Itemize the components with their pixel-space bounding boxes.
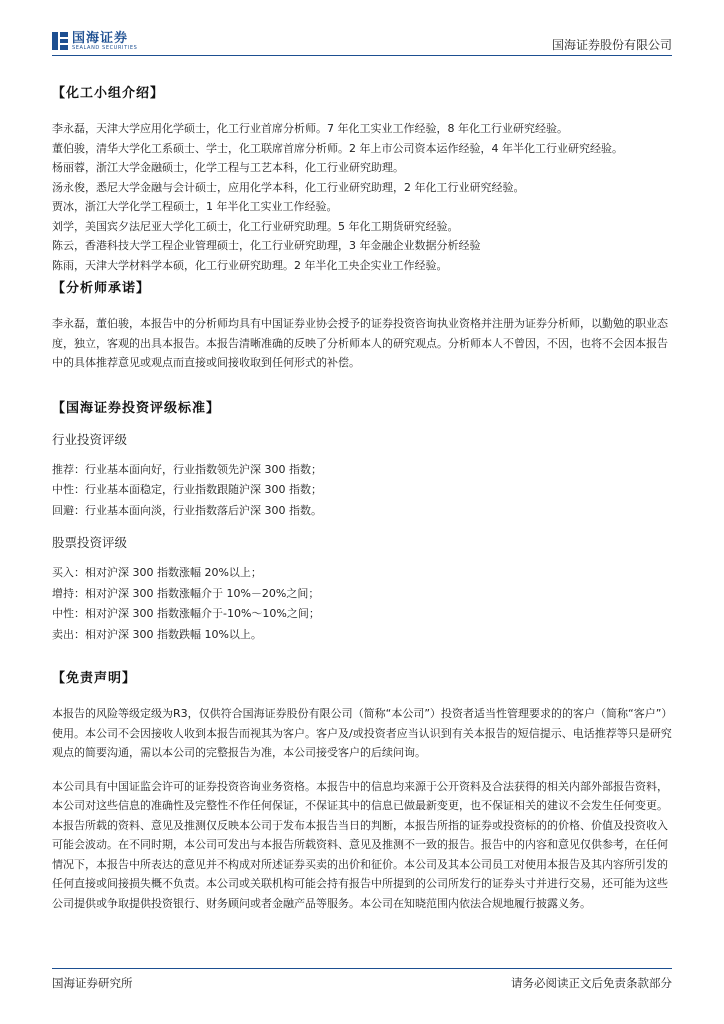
industry-rating-title: 行业投资评级 xyxy=(52,431,128,447)
disclaimer-paragraph: 本公司具有中国证监会许可的证券投资咨询业务资格。本报告中的信息均来源于公开资料及合法获得的相关内部外部报告资料，本公司对这些信息的准确性及完整性不作任何保证，不保证其中的信息已做最新变更，也不保证相关的建议不会发生任何变更。本报告所载的资料、意见及推测仅反映本公司于发布本报告当日的判断，本报告所指的证券或投资标的的价格、价值及投资收入可能会波动。在不同时期，本公司可发出与本报告所载资料、意见及推测不一致的报告。报告中的内容和意见仅供参考，在任何情况下，本报告中所表达的意见并不构成对所述证券买卖的出价和征价。本公司及其本公司员工对使用本报告及其内容所引发的任何直接或间接损失概不负责。本公司或关联机构可能会持有报告中所提到的公司所发行的证券头寸并进行交易，还可能为这些公司提供或争取提供投资银行、财务顾问或者金融产品等服务。本公司在知晓范围内依法合规地履行披露义务。 xyxy=(52,779,668,910)
footer-institute: 国海证券研究所 xyxy=(52,976,133,990)
disclaimer-paragraph: 本报告的风险等级定级为R3，仅供符合国海证券股份有限公司（简称“本公司”）投资者适当性管理要求的的客户（简称“客户”）使用。本公司不会因接收人收到本报告而视其为客户。客户及/或投资者应当认识到有关本报告的短信提示、电话推荐等只是研究观点的简要沟通，需以本公司的完整报告为准，本公司接受客户的后续问询。 xyxy=(52,707,672,759)
team-member: 陈云，香港科技大学工程企业管理硕士，化工行业研究助理，3 年金融企业数据分析经验 xyxy=(52,239,481,252)
footer-notice: 请务必阅读正文后免责条款部分 xyxy=(511,976,672,990)
industry-rating-item: 回避：行业基本面向淡，行业指数落后沪深 300 指数。 xyxy=(52,503,322,517)
logo-mark-icon xyxy=(52,32,68,50)
stock-rating-title: 股票投资评级 xyxy=(52,535,128,550)
header-divider xyxy=(52,55,672,56)
industry-rating-item: 中性：行业基本面稳定，行业指数跟随沪深 300 指数； xyxy=(52,483,322,496)
stock-rating-item: 买入：相对沪深 300 指数涨幅 20%以上； xyxy=(52,566,262,579)
team-member: 陈雨，天津大学材料学本硕，化工行业研究助理。2 年半化工央企实业工作经验。 xyxy=(52,258,448,272)
disclaimer-section-title: 【免责声明】 xyxy=(52,671,137,686)
team-member: 汤永俊，悉尼大学金融与会计硕士，应用化学本科，化工行业研究助理，2 年化工行业研究经验。 xyxy=(52,180,525,194)
pledge-section-title: 【分析师承诺】 xyxy=(52,281,151,296)
company-logo xyxy=(52,30,137,52)
logo-name: 国海证券 xyxy=(72,30,129,46)
page-content xyxy=(52,82,672,913)
header-company-name: 国海证券股份有限公司 xyxy=(551,38,672,52)
team-member: 贾冰，浙江大学化学工程硕士，1 年半化工实业工作经验。 xyxy=(52,200,338,213)
team-member: 李永磊，天津大学应用化学硕士，化工行业首席分析师。7 年化工实业工作经验，8 年化工行业研究经验。 xyxy=(52,122,568,135)
team-member: 董伯骏，清华大学化工系硕士、学士，化工联席首席分析师。2 年上市公司资本运作经验，4 年半化工行业研究经验。 xyxy=(52,141,623,155)
industry-rating-item: 推荐：行业基本面向好，行业指数领先沪深 300 指数； xyxy=(52,462,322,476)
stock-rating-item: 卖出：相对沪深 300 指数跌幅 10%以上。 xyxy=(52,627,262,641)
page-header xyxy=(52,30,672,54)
footer-divider xyxy=(52,968,672,969)
team-member: 杨丽蓉，浙江大学金融硕士，化学工程与工艺本科，化工行业研究助理。 xyxy=(52,161,404,174)
team-member: 刘学，美国宾夕法尼亚大学化工硕士，化工行业研究助理。5 年化工期货研究经验。 xyxy=(52,219,459,233)
pledge-text: 李永磊，董伯骏，本报告中的分析师均具有中国证券业协会授予的证券投资咨询执业资格并注册为证券分析师，以勤勉的职业态度，独立，客观的出具本报告。本报告清晰准确的反映了分析师本人的研究观点。分析师本人不曾因，不因，也将不会因本报告中的具体推荐意见或观点而直接或间接收取到任何形式的补偿。 xyxy=(52,317,668,369)
team-section-title: 【化工小组介绍】 xyxy=(52,86,165,101)
logo-english-name: SEALAND SECURITIES xyxy=(72,44,138,51)
stock-rating-item: 增持：相对沪深 300 指数涨幅介于 10%－20%之间； xyxy=(52,586,320,600)
stock-rating-item: 中性：相对沪深 300 指数涨幅介于-10%～10%之间； xyxy=(52,607,320,620)
rating-section-title: 【国海证券投资评级标准】 xyxy=(52,400,221,416)
